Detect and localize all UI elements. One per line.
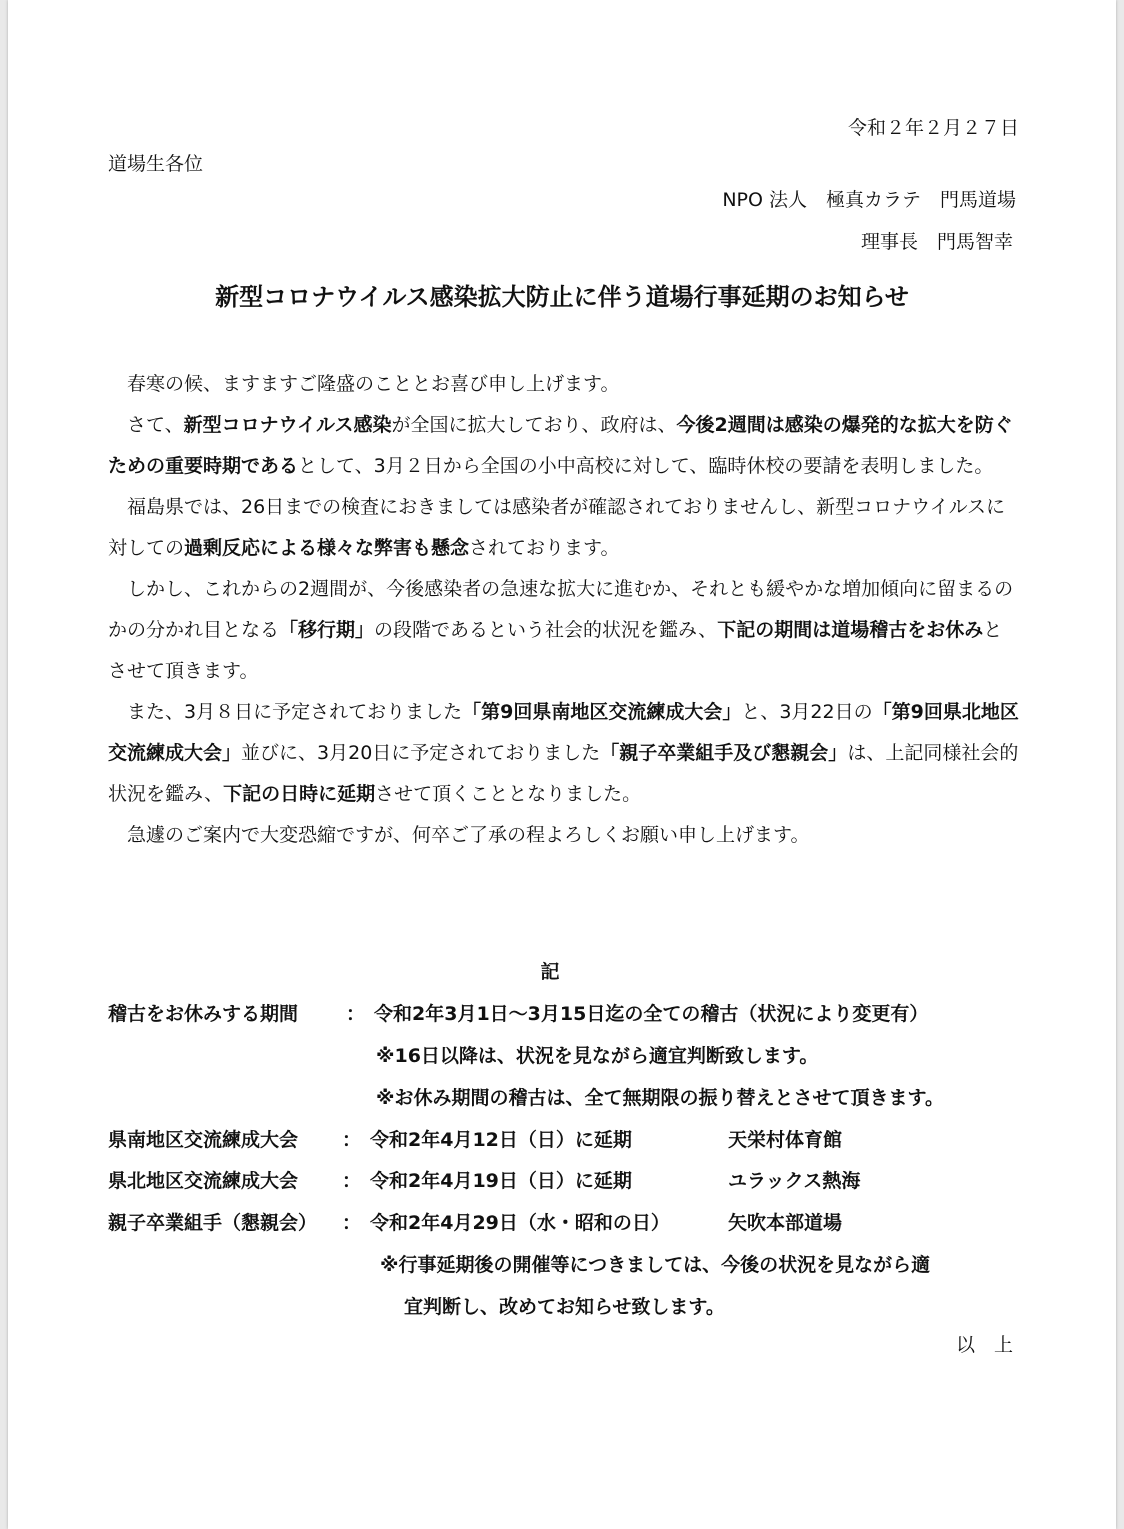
body-text: [108, 364, 1020, 856]
closing-ijo: 以 上: [955, 1334, 1013, 1356]
document-date: 令和２年２月２７日: [847, 117, 1019, 139]
event-place-oyako: 矢吹本部道場: [728, 1212, 843, 1234]
paragraph-greeting: 春寒の候、ますますご隆盛のこととお喜び申し上げます。: [127, 373, 620, 395]
final-note-line1: ※行事延期後の開催等につきましては、今後の状況を見ながら適: [380, 1254, 931, 1276]
rest-period-value: 令和2年3月1日～3月15日迄の全ての稽古（状況により変更有）: [374, 1003, 929, 1025]
ki-heading: 記: [540, 961, 560, 983]
event-label-oyako: 親子卒業組手（懇親会）: [108, 1212, 318, 1234]
event-colon: ：: [342, 1212, 362, 1234]
paragraph-background: さて、新型コロナウイルス感染が全国に拡大しており、政府は、今後2週間は感染の爆発的な拡大を防ぐための重要時期であるとして、3月２日から全国の小中高校に対して、臨時休校の要請を表明しました。: [108, 414, 1013, 477]
rest-note-after-16th: ※16日以降は、状況を見ながら適宜判断致します。: [376, 1045, 819, 1067]
event-label-kennan: 県南地区交流練成大会: [108, 1129, 299, 1151]
rest-note-makeup: ※お休み期間の稽古は、全て無期限の振り替えとさせて頂きます。: [376, 1087, 944, 1109]
event-date-kennan: 令和2年4月12日（日）に延期: [370, 1129, 632, 1151]
paragraph-apology: 急遽のご案内で大変恐縮ですが、何卒ご了承の程よろしくお願い申し上げます。: [127, 824, 810, 846]
event-place-kennan: 天栄村体育館: [728, 1129, 843, 1151]
event-date-kenpoku: 令和2年4月19日（日）に延期: [370, 1170, 632, 1192]
rest-period-label: 稽古をお休みする期間: [108, 1003, 299, 1025]
event-date-oyako: 令和2年4月29日（水・昭和の日）: [370, 1212, 670, 1234]
paragraph-postponement: また、3月８日に予定されておりました「第9回県南地区交流練成大会」と、3月22日の「第9回県北地区交流練成大会」並びに、3月20日に予定されておりました「親子卒業組手及び懇親会」は、上記同様社会的状況を鑑み、下記の日時に延期させて頂くこととなりました。: [108, 701, 1019, 805]
paragraph-transition-period: しかし、これからの2週間が、今後感染者の急速な拡大に進むか、それとも緩やかな増加傾向に留まるのかの分かれ目となる「移行期」の段階であるという社会的状況を鑑み、下記の期間は道場稽古をお休みとさせて頂きます。: [108, 578, 1014, 682]
paragraph-fukushima: 福島県では、26日までの検査におきましては感染者が確認されておりませんし、新型コロナウイルスに対しての過剰反応による様々な弊害も懸念されております。: [108, 496, 1006, 559]
event-place-kenpoku: ユラックス熱海: [728, 1170, 861, 1192]
sender-person: 理事長 門馬智幸: [860, 231, 1013, 253]
event-colon: ：: [342, 1170, 362, 1192]
document-page: [8, 0, 1116, 1529]
document-title: 新型コロナウイルス感染拡大防止に伴う道場行事延期のお知らせ: [215, 283, 909, 311]
event-label-kenpoku: 県北地区交流練成大会: [108, 1170, 299, 1192]
sender-organization: NPO 法人 極真カラテ 門馬道場: [722, 189, 1016, 211]
recipient: 道場生各位: [108, 153, 204, 175]
rest-period-colon: ：: [346, 1003, 366, 1025]
event-colon: ：: [342, 1129, 362, 1151]
final-note-line2: 宜判断し、改めてお知らせ致します。: [404, 1296, 725, 1318]
